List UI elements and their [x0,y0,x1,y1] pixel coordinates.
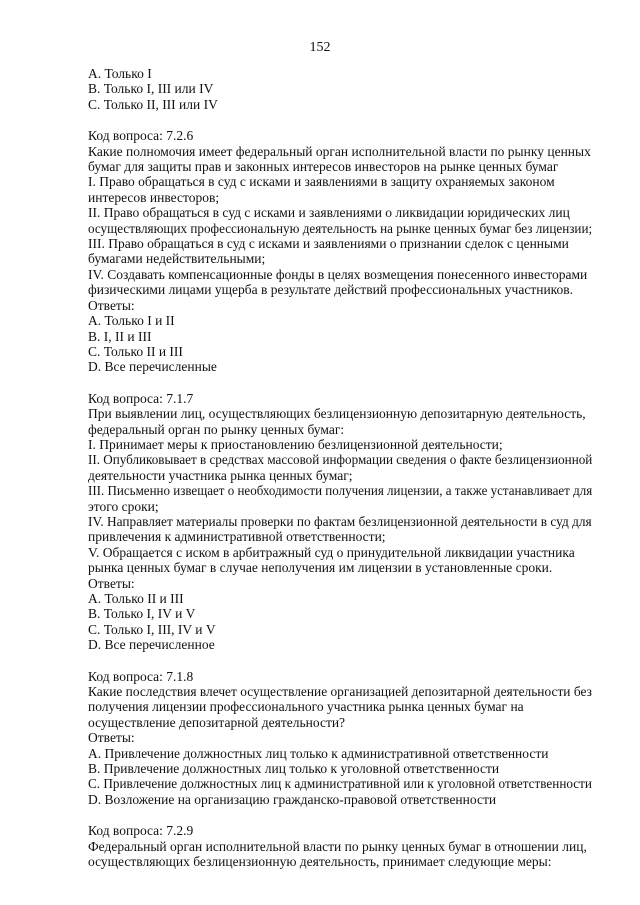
answer-option: B. Только I, III или IV [88,81,214,97]
page-content [88,66,592,886]
answer-option: C. Привлечение должностных лиц к административной или к уголовной ответственности [88,776,592,792]
page-number: 152 [309,40,331,55]
question-line: III. Право обращаться в суд с исками и заявлениями о признании сделок с ценными [88,236,569,252]
answers-label: Ответы: [88,730,135,746]
question-line: федеральный орган по рынку ценных бумаг: [88,421,345,437]
question-text [88,839,592,870]
previous-question-answers [88,66,592,112]
question-line: получения лицензии профессионального участника рынка ценных бумаг на [88,699,524,715]
question-block [88,391,592,653]
answer-option: C. Только II, III или IV [88,96,218,112]
question-block [88,823,592,869]
question-line: бумаг для защиты прав и законных интересов инвесторов на рынке ценных бумаг [88,159,559,175]
question-line: II. Право обращаться в суд с исками и заявлениями о ликвидации юридических лиц [88,205,570,221]
question-line: III. Письменно извещает о необходимости получения лицензии, а также устанавливает для [88,483,593,499]
question-line: Какие полномочия имеет федеральный орган исполнительной власти по рынку ценных [88,143,591,159]
answers-label: Ответы: [88,575,135,591]
question-line: IV. Направляет материалы проверки по фактам безлицензионной деятельности в суд для [88,513,592,529]
question-line: привлечения к административной ответственности; [88,529,386,545]
question-line: Какие последствия влечет осуществление организацией депозитарной деятельности без [88,684,592,700]
question-line: физическими лицами ущерба в результате действий профессиональных участников. [88,282,574,298]
question-line: рынка ценных бумаг в случае неполучения им лицензии в установленные сроки. [88,560,553,576]
question-text [88,406,592,575]
question-block [88,669,592,808]
question-line: осуществляющих безлицензионную деятельность, принимает следующие меры: [88,854,552,870]
question-line: II. Опубликовывает в средствах массовой информации сведения о факте безлицензионной [88,452,593,468]
answer-option: A. Привлечение должностных лиц только к административной ответственности [88,745,549,761]
question-line: деятельности участника рынка ценных бумаг; [88,467,353,483]
question-code: Код вопроса: 7.1.7 [88,390,194,406]
question-line: Федеральный орган исполнительной власти по рынку ценных бумаг в отношении лиц, [88,838,587,854]
answer-option: B. Только I, IV и V [88,606,196,622]
question-code: Код вопроса: 7.2.6 [88,128,194,144]
answer-option: C. Только I, III, IV и V [88,621,216,637]
answer-option: B. Привлечение должностных лиц только к уголовной ответственности [88,761,500,777]
answer-option: D. Все перечисленные [88,359,217,375]
question-line: I. Право обращаться в суд с исками и заявлениями в защиту охраняемых законом [88,174,555,190]
answer-option: A. Только I [88,66,152,81]
question-text [88,144,592,298]
answer-option: B. I, II и III [88,328,152,344]
answer-option: D. Все перечисленное [88,637,215,653]
question-line: осуществление депозитарной деятельности? [88,714,346,730]
question-line: бумагами недействительными; [88,251,266,267]
question-line: этого сроки; [88,498,159,514]
question-line: интересов инвесторов; [88,189,220,205]
question-line: IV. Создавать компенсационные фонды в целях возмещения понесенного инвесторами [88,266,588,282]
question-line: I. Принимает меры к приостановлению безлицензионной деятельности; [88,436,503,452]
question-line: При выявлении лиц, осуществляющих безлицензионную депозитарную деятельность, [88,406,586,422]
question-line: осуществляющих профессиональную деятельность на рынке ценных бумаг без лицензии; [88,220,593,236]
question-code: Код вопроса: 7.2.9 [88,823,194,839]
question-code: Код вопроса: 7.1.8 [88,668,194,684]
answer-option: A. Только II и III [88,591,184,606]
answer-option: A. Только I и II [88,313,175,329]
answer-option: C. Только II и III [88,343,183,359]
question-block [88,128,592,375]
answers-label: Ответы: [88,297,135,313]
question-line: V. Обращается с иском в арбитражный суд о принудительной ликвидации участника [88,544,575,560]
answer-option: D. Возложение на организацию гражданско-правовой ответственности [88,791,497,807]
question-text [88,684,592,730]
